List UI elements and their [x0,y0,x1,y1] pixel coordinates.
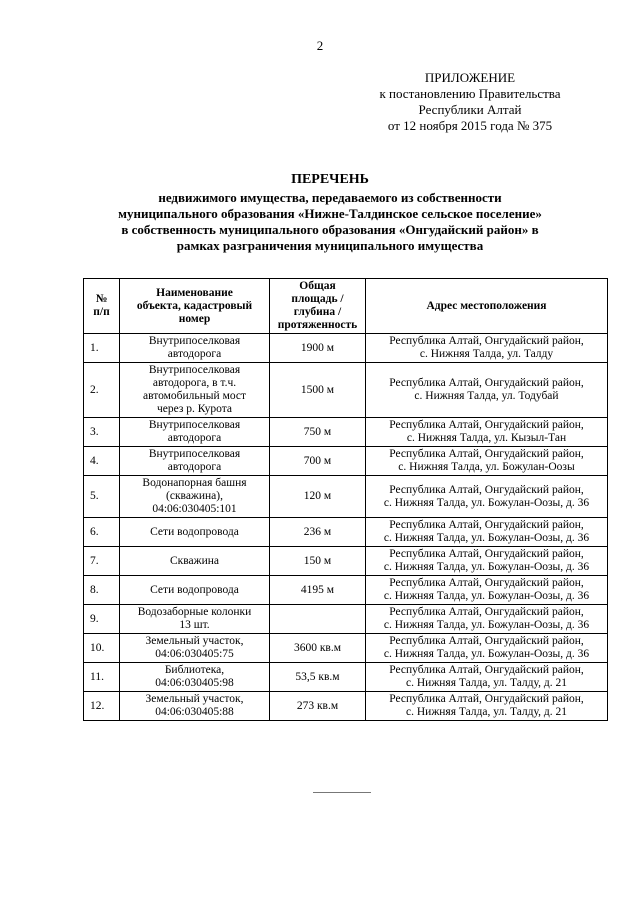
cell-number: 12. [84,692,120,721]
table-row [84,476,608,518]
cell-line: Сети водопровода [150,583,239,596]
cell-address [366,518,608,547]
cell-area: 150 м [270,547,366,576]
cell-line: с. Нижняя Талда, ул. Божулан-Оозы, д. 36 [383,561,590,573]
cell-object-name [120,605,270,634]
cell-area: 236 м [270,518,366,547]
cell-line: Республика Алтай, Онгудайский район, [389,693,584,705]
cell-line: Водозаборные колонки [137,606,252,618]
cell-number: 2. [84,363,120,418]
cell-line: с. Нижняя Талда, ул. Кызыл-Тан [406,432,567,444]
cell-line: с. Нижняя Талда, ул. Божулан-Оозы, д. 36 [383,648,590,660]
cell-area [270,605,366,634]
header-line: объекта, кадастровый [136,299,253,312]
cell-line: 04:06:030405:75 [155,648,234,660]
header-line: номер [178,312,211,325]
cell-line: автодорога, в т.ч. [152,377,237,389]
cell-line: Республика Алтай, Онгудайский район, [389,606,584,618]
header-line: № [95,293,108,305]
header-address [366,279,608,334]
cell-line: с. Нижняя Талда, ул. Талду [419,348,554,360]
title-line: в собственность муниципального образования «Онгудайский район» в [121,222,539,237]
table-row [84,634,608,663]
cell-line: Республика Алтай, Онгудайский район, [389,448,584,460]
table-row [84,547,608,576]
cell-object-name [120,518,270,547]
cell-object-name [120,363,270,418]
header-line: площадь / [291,293,344,305]
cell-line: (скважина), [166,490,223,502]
cell-line: с. Нижняя Талда, ул. Божулан-Оозы, д. 36 [383,532,590,544]
appendix-line: к постановлению Правительства [379,86,561,101]
document-title [60,172,600,254]
cell-object-name [120,576,270,605]
cell-line: Внутрипоселковая [148,419,241,431]
header-name [120,279,270,334]
cell-line: Республика Алтай, Онгудайский район, [389,377,584,389]
cell-line: Водонапорная башня [142,477,247,489]
cell-line: с. Нижняя Талда, ул. Тодубай [414,390,559,402]
cell-line: Республика Алтай, Онгудайский район, [389,548,584,560]
cell-line: Скважина [170,554,219,567]
cell-area: 3600 кв.м [270,634,366,663]
cell-address [366,363,608,418]
cell-address [366,576,608,605]
cell-area: 273 кв.м [270,692,366,721]
cell-address [366,605,608,634]
cell-object-name [120,634,270,663]
cell-line: Республика Алтай, Онгудайский район, [389,577,584,589]
cell-line: 04:06:030405:88 [155,706,234,718]
cell-line: 04:06:030405:101 [152,503,237,515]
cell-number: 5. [84,476,120,518]
header-line: Общая [299,280,336,292]
cell-line: Республика Алтай, Онгудайский район, [389,419,584,431]
cell-line: Внутрипоселковая [148,364,241,376]
cell-line: автомобильный мост [142,390,247,402]
cell-address [366,547,608,576]
title-line: недвижимого имущества, передаваемого из собственности [158,190,502,205]
header-line: Наименование [156,286,233,299]
cell-object-name [120,663,270,692]
cell-line: Республика Алтай, Онгудайский район, [389,664,584,676]
cell-number: 11. [84,663,120,692]
cell-line: автодорога [167,461,222,473]
property-table [83,278,608,721]
cell-area: 700 м [270,447,366,476]
table-row [84,605,608,634]
cell-object-name [120,447,270,476]
appendix-block [350,70,590,134]
cell-object-name [120,418,270,447]
page-number: 2 [316,38,324,53]
table-body [84,334,608,721]
appendix-line: ПРИЛОЖЕНИЕ [424,70,516,85]
cell-line: 13 шт. [179,619,210,631]
cell-address [366,418,608,447]
table-row [84,692,608,721]
title-line: рамках разграничения муниципального имущества [176,238,484,253]
cell-line: Библиотека, [164,664,225,676]
cell-address [366,476,608,518]
cell-area: 53,5 кв.м [270,663,366,692]
cell-address [366,334,608,363]
cell-area: 1500 м [270,363,366,418]
cell-line: с. Нижняя Талда, ул. Божулан-Оозы, д. 36 [383,619,590,631]
divider [313,792,371,793]
cell-object-name [120,334,270,363]
header-line: глубина / [293,306,342,318]
cell-line: с. Нижняя Талда, ул. Талду, д. 21 [406,677,567,689]
cell-line: с. Нижняя Талда, ул. Божулан-Оозы, д. 36 [383,496,590,509]
header-line: протяженность [277,319,358,331]
title-line: муниципального образования «Нижне-Талдинское сельское поселение» [118,206,542,221]
cell-line: Земельный участок, [145,693,244,705]
title-main: ПЕРЕЧЕНЬ [291,172,369,187]
header-line: Адрес местоположения [426,299,547,312]
cell-line: Республика Алтай, Онгудайский район, [389,335,584,347]
cell-line: автодорога [167,348,222,360]
cell-object-name [120,547,270,576]
cell-line: Сети водопровода [150,525,239,538]
header-area [270,279,366,334]
header-line: п/п [93,306,110,318]
cell-line: Республика Алтай, Онгудайский район, [389,483,584,496]
cell-address [366,634,608,663]
cell-line: через р. Курота [157,403,232,415]
cell-line: Внутрипоселковая [148,448,241,460]
cell-area: 1900 м [270,334,366,363]
cell-number: 4. [84,447,120,476]
cell-number: 10. [84,634,120,663]
header-number [84,279,120,334]
cell-area: 4195 м [270,576,366,605]
cell-number: 8. [84,576,120,605]
table-row [84,663,608,692]
cell-address [366,692,608,721]
cell-object-name [120,476,270,518]
appendix-line: Республики Алтай [418,102,522,117]
cell-line: Земельный участок, [145,635,244,647]
cell-number: 6. [84,518,120,547]
cell-line: с. Нижняя Талда, ул. Талду, д. 21 [406,706,567,718]
table-row [84,334,608,363]
cell-number: 3. [84,418,120,447]
cell-line: автодорога [167,432,222,444]
cell-number: 7. [84,547,120,576]
cell-line: с. Нижняя Талда, ул. Божулан-Оозы, д. 36 [383,590,590,602]
cell-address [366,663,608,692]
table-row [84,518,608,547]
cell-object-name [120,692,270,721]
cell-line: Республика Алтай, Онгудайский район, [389,519,584,531]
cell-line: Внутрипоселковая [148,335,241,347]
cell-line: 04:06:030405:98 [155,677,234,689]
cell-number: 1. [84,334,120,363]
table-header-row [84,279,608,334]
cell-number: 9. [84,605,120,634]
appendix-line: от 12 ноября 2015 года № 375 [387,118,553,133]
cell-line: Республика Алтай, Онгудайский район, [389,635,584,647]
table-row [84,447,608,476]
table-row [84,363,608,418]
cell-line: с. Нижняя Талда, ул. Божулан-Оозы [398,461,575,473]
cell-area: 120 м [270,476,366,518]
table-row [84,418,608,447]
cell-address [366,447,608,476]
table-row [84,576,608,605]
cell-area: 750 м [270,418,366,447]
